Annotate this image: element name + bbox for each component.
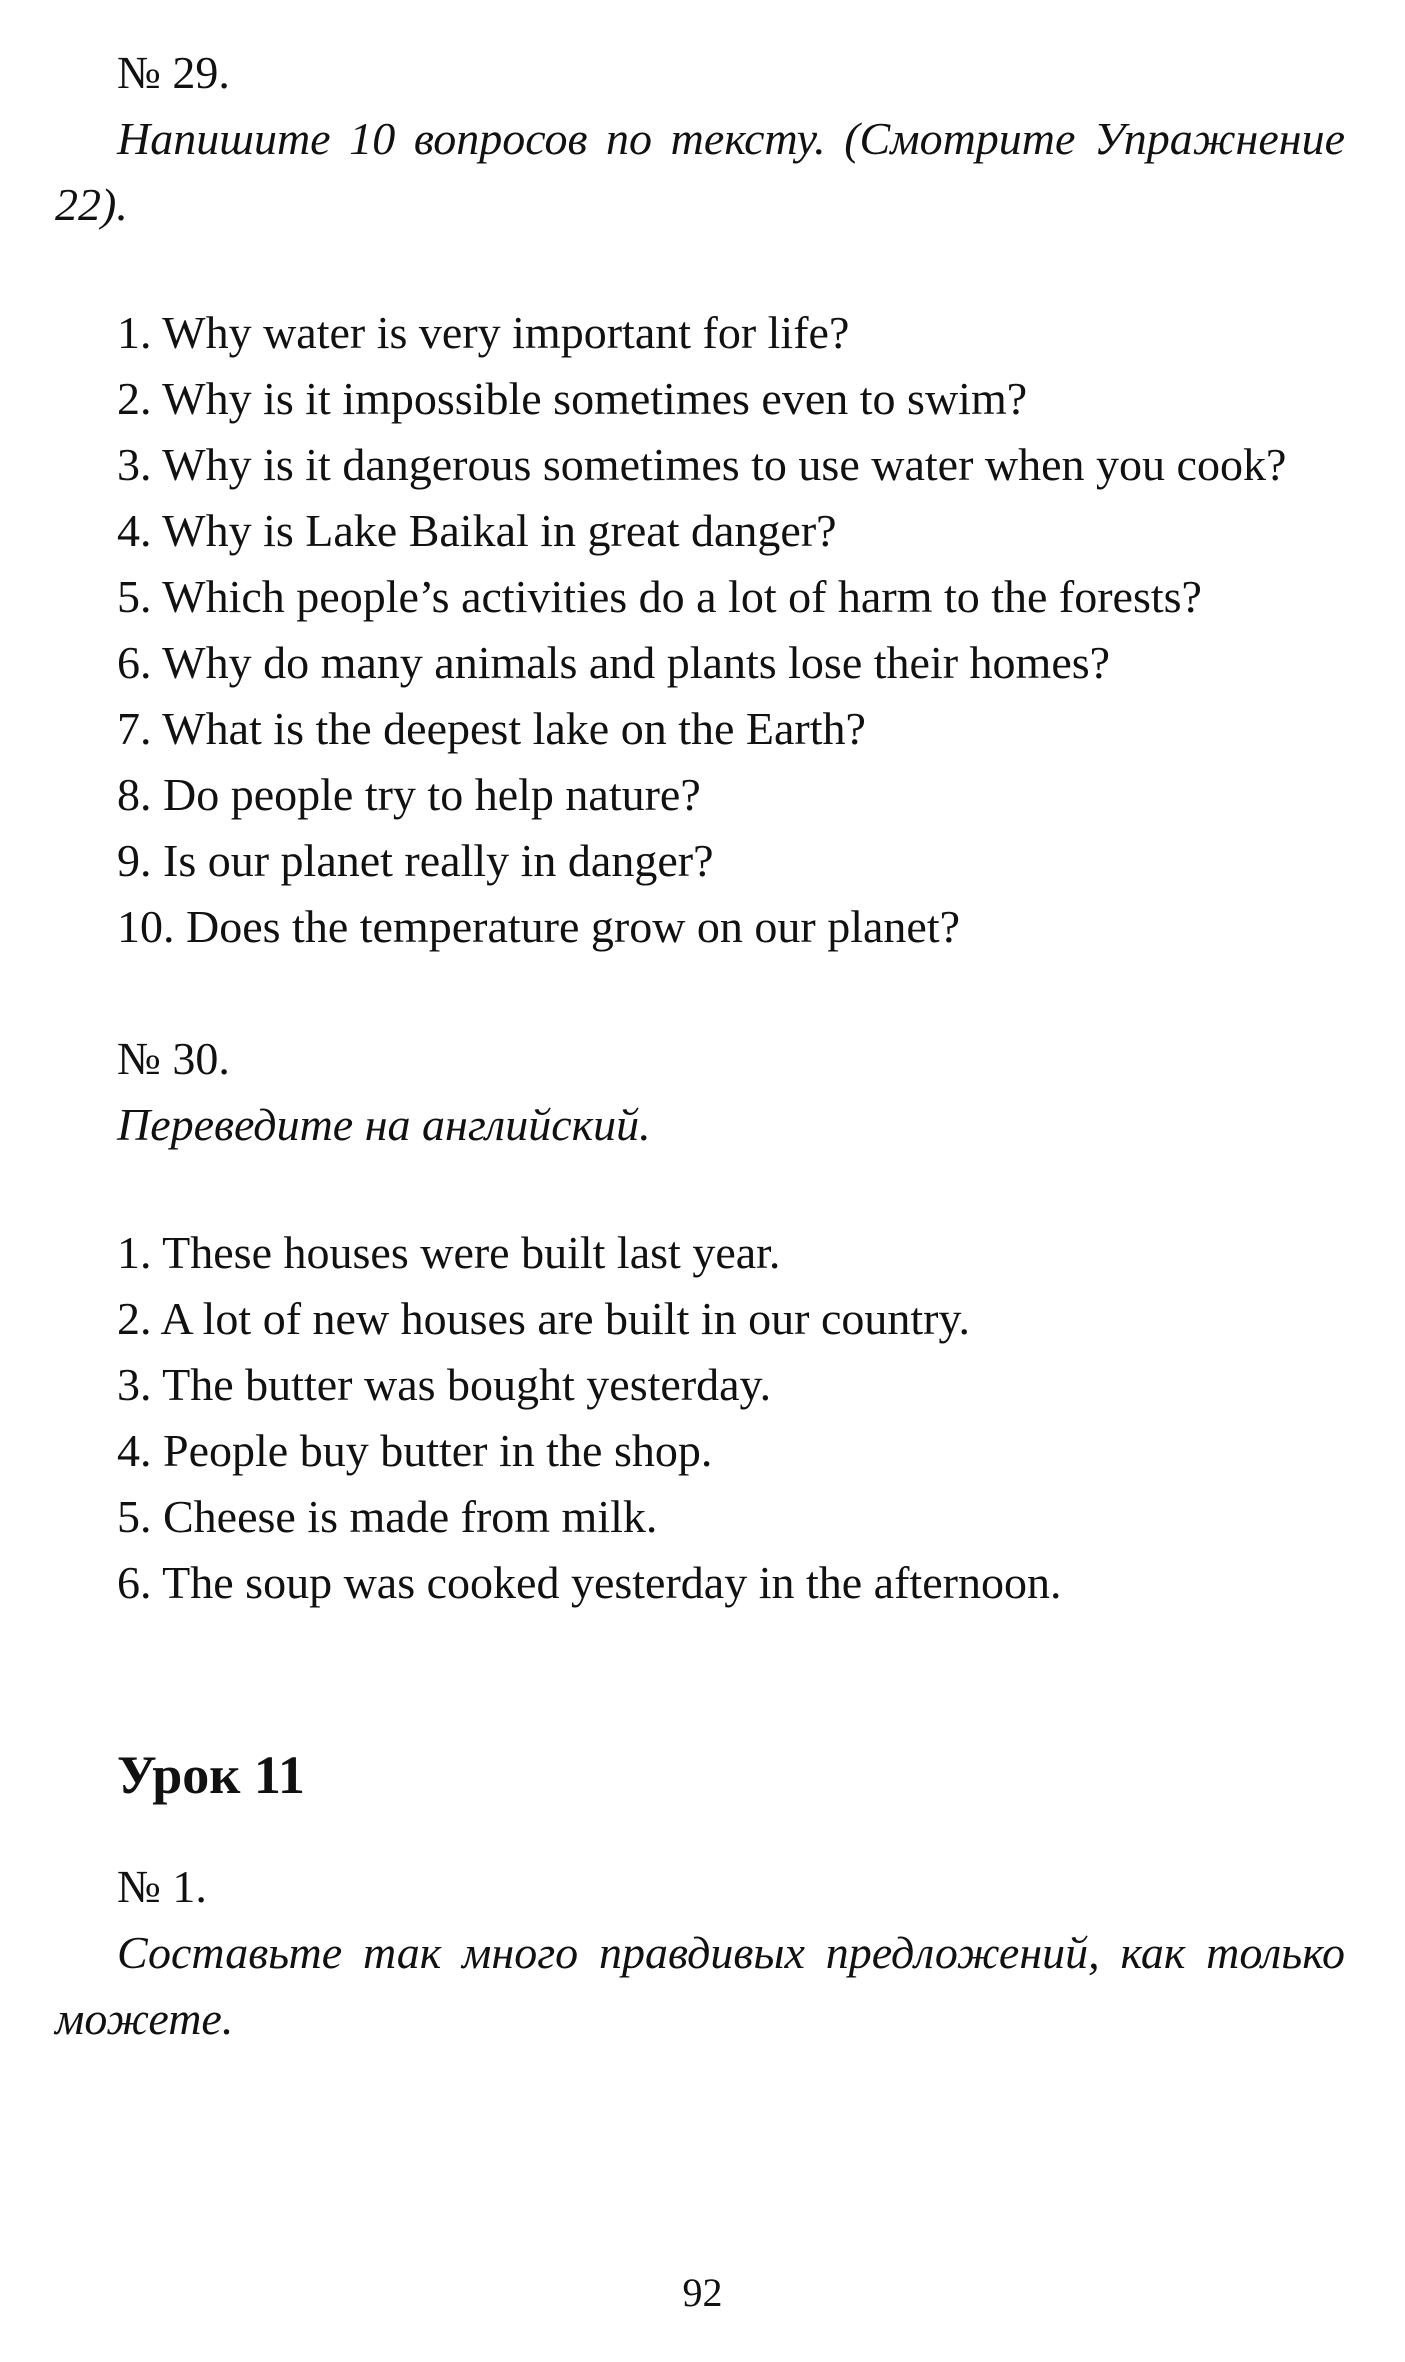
list-item: 3. The butter was bought yesterday.	[117, 1359, 772, 1410]
list-item: 6. The soup was cooked yesterday in the afternoon.	[117, 1557, 1062, 1608]
exercise-number: № 30.	[117, 1033, 230, 1084]
exercise-number: № 1.	[117, 1861, 207, 1912]
list-item: 8. Do people try to help nature?	[117, 769, 701, 820]
page-number: 92	[682, 2270, 723, 2315]
question-list	[55, 300, 1345, 960]
translation-list	[55, 1220, 1345, 1616]
list-item: 5. Which people’s activities do a lot of harm to the forests?	[117, 571, 1202, 622]
list-item: 4. People buy butter in the shop.	[117, 1425, 713, 1476]
list-item: 9. Is our planet really in danger?	[117, 835, 714, 886]
exercise-instruction: Переведите на английский.	[117, 1099, 651, 1150]
exercise-30	[55, 1026, 1345, 1616]
list-item: 4. Why is Lake Baikal in great danger?	[117, 505, 837, 556]
exercise-instruction: Составьте так много правдивых предложений, как только можете.	[55, 1927, 1345, 2044]
list-item: 6. Why do many animals and plants lose their homes?	[117, 637, 1111, 688]
list-item: 1. These houses were built last year.	[117, 1227, 781, 1278]
textbook-page	[55, 40, 1345, 2052]
exercise-number: № 29.	[117, 47, 230, 98]
list-item: 3. Why is it dangerous sometimes to use water when you cook?	[117, 439, 1287, 490]
list-item: 5. Cheese is made from milk.	[117, 1491, 658, 1542]
list-item: 2. A lot of new houses are built in our country.	[117, 1293, 970, 1344]
list-item: 2. Why is it impossible sometimes even to swim?	[117, 373, 1028, 424]
section-gap	[55, 960, 1345, 1026]
exercise-instruction: Напишите 10 вопросов по тексту. (Смотрите Упражнение 22).	[55, 113, 1345, 230]
section-gap	[55, 1810, 1345, 1854]
lesson-11	[55, 1740, 1345, 2052]
exercise-29	[55, 40, 1345, 960]
lesson-title: Урок 11	[117, 1745, 305, 1805]
section-gap	[55, 1616, 1345, 1740]
list-item: 10. Does the temperature grow on our planet?	[117, 901, 961, 952]
list-item: 1. Why water is very important for life?	[117, 307, 850, 358]
list-item: 7. What is the deepest lake on the Earth?	[117, 703, 866, 754]
